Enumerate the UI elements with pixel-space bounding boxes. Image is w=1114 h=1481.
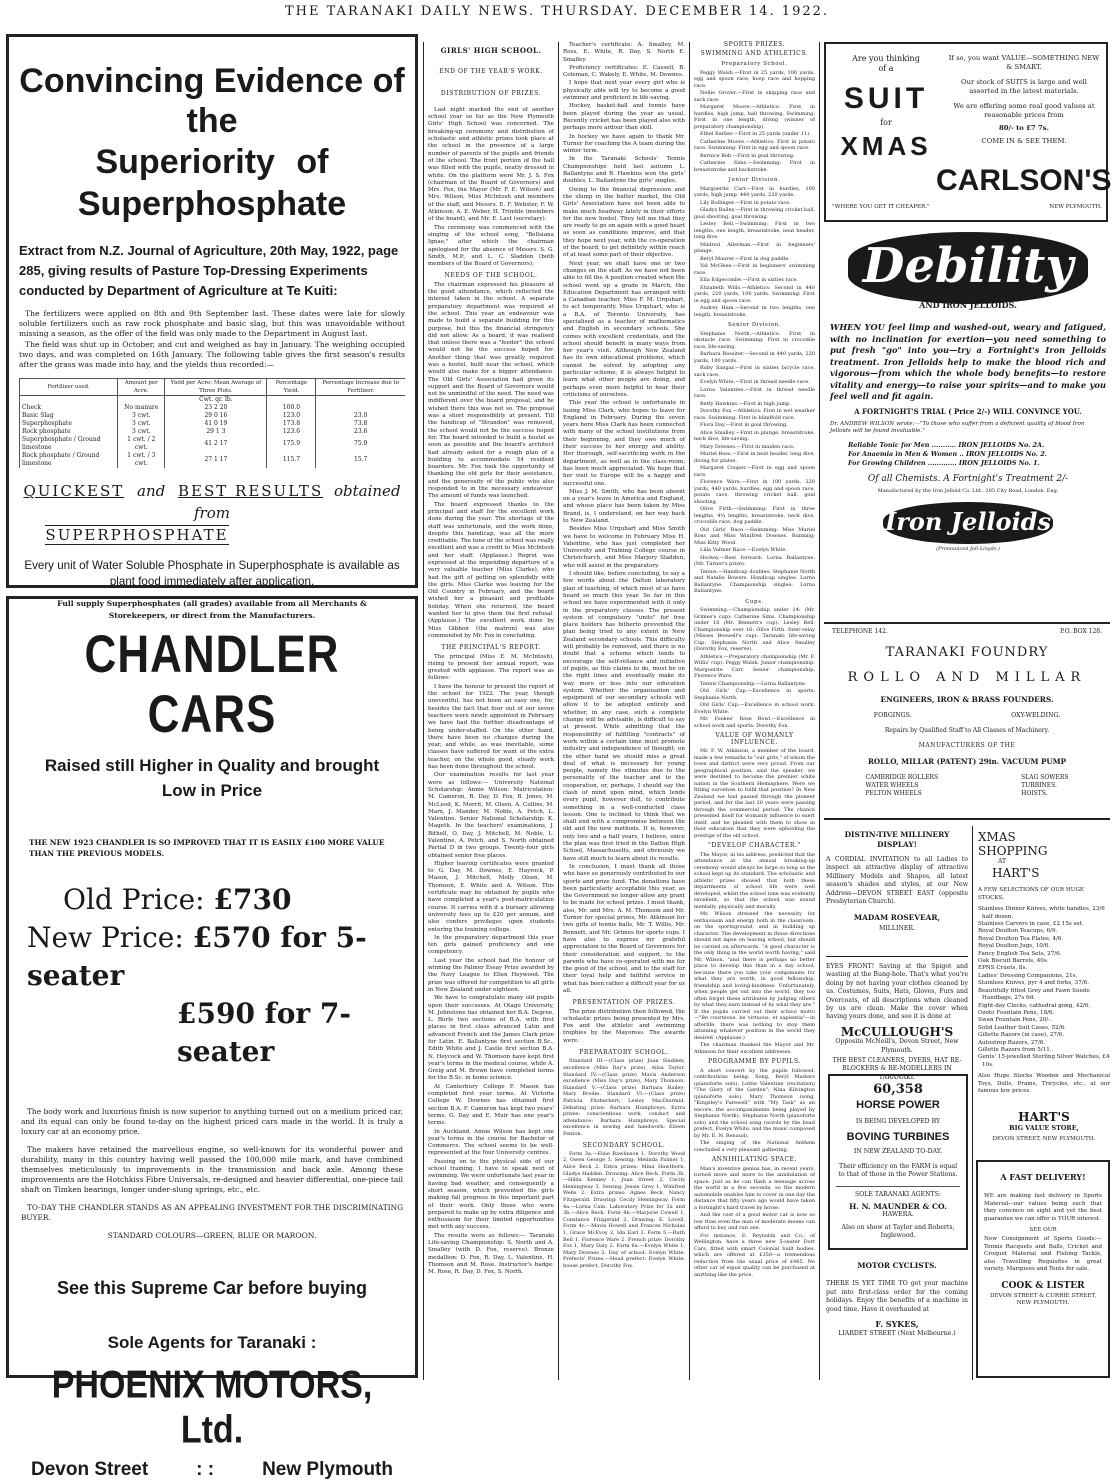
- new-price-label: New Price:: [27, 921, 184, 954]
- water-soluble-line: Every unit of Water Soluble Phosphate in Superphosphate is available as plant food immediately after application.: [24, 559, 400, 588]
- table-cell: 41 0 19: [165, 420, 267, 428]
- turbine-hawera: HAWERA.: [882, 1211, 914, 1219]
- article-paragraph: Elizabeth Wills.—Athletics: Second in 440 yards, 220 yards, 100 yards. Swimming: First in egg and spoon race.: [694, 284, 815, 304]
- carlsons-town: NEW PLYMOUTH.: [1049, 204, 1102, 210]
- debility-manufactured: Manufactured by the Iron Jelloid Co. Ltd., 205 City Road, London. Eng.: [877, 487, 1059, 494]
- cook-consignment: New Consignment of Sports Goods:—Tennis Racquets and Balls, Cricket and Croquet Material and Fishing Tackle, also Travelling Requisites in great variety. Marquees and Tents for sale.: [984, 1236, 1102, 1273]
- article-paragraph: Ella Edgecombe.—First in sixties race.: [700, 277, 799, 283]
- iron-jelloids-ad: [830, 228, 1106, 616]
- article-paragraph: Passing on to the physical side of our school training, I have to speak next of swimming. We were unfortunate last year in having bad weather, and consequently a short season, which prevented the girls making fall progress in this important part of their work. Only those who were prepared to make up by extra diligence and enthusiasm for their limited opportunities met with any success.: [428, 1158, 554, 1231]
- mcculloughs-address: Opposite McNeill's, Devon Street, New Plymouth.: [835, 1038, 959, 1054]
- article-paragraph: In Auckland, Annie Wilson has kept one year's terms in the course for Bachelor of Commerce. The school seems to be well-represented at the four University centres.: [428, 1128, 554, 1157]
- article-paragraph: The chairman expressed his pleasure at the good attendance, which reflected the interest taken in the school. A separate preparatory department was required at the school. This year an endeavour was made to build a separate building for this purpose, but this the financial stringency did not allow. As a board, it was realised that unless there was a "feeder" the school would not be the success hoped for. Another thing that was greatly required was a hostel, built near the school, which would also make for a bigger attendance. The Old Girls' Association had given its support and the Board of Governors would not be unmindful of the need. The need was indifferent over the board proposal, and he wished there this was not so. The proposal was a short responsibility at present. Till the handicap of "Strandon" was removed, the school would not be the success hoped for. The board intended to build a hostel as soon as possible and the board's architect had already asked for a rough plan of a building to accommodate 54 resident boarders. Mr. Fox took the opportunity of thanking the old girls for their assistance, and the generosity of the public who also responded to in the necessary endeavour. The amount of funds was launched.: [428, 281, 554, 500]
- sole-agents: Sole Agents for Taranaki :: [107, 1333, 317, 1352]
- are-you-thinking: Are you thinking of a: [852, 54, 920, 73]
- harts-item: Royal Doulton Teacups, 6/9.: [978, 928, 1058, 935]
- mcculloughs-ad: [826, 956, 968, 1081]
- harts-item: Eight-day Clocks, cathedral gong, 42/6.: [978, 1002, 1091, 1009]
- table-cell: 23.6: [316, 428, 405, 436]
- article-paragraph: Next year, we shall have one or two changes on the staff. As we have not been able to fill the A position created when the school went up a grade in March, the Education Department has arranged with a Canadian teacher, Miss F. M. Urquhart, to act temporarily. Miss Urquhart, who is a B.A. of Toronto University, has specialised as a teacher of mathematics and English in secondary schools. She comes with excellent credentials, and the school should benefit in many ways from her year's visit. Although New Zealand has its own educational problems, which cannot be solved by adopting any particular scheme, it is always helpful to learn what other people are doing, and perhaps even more helpful to hear their criticisms of ourselves.: [563, 260, 685, 398]
- table-unit-cell: [316, 396, 405, 405]
- millinery-body: A CORDIAL INVITATION to all Ladies to inspect an attractive display of attractive Millinery Models and Shapes, all latest season's shades and styles, at our New Address—DEVON STREET EAST (opposite Presbyterian Church).: [826, 856, 968, 906]
- foundry-product: HOISTS.: [1021, 790, 1048, 797]
- table-cell: 115.7: [267, 452, 316, 468]
- article-paragraph: I should like, before concluding, to say a few words about the Dalton laboratory plan of teaching, of which most of us have heard so much this year. So far in this school we have experimented with it only in the preparatory classes. The present system of compulsory "units" for free place holders has hitherto prevented the plan being tried to any extent in New Zealand secondary schools. This difficulty will probably be removed, and there is no doubt that a scheme which tends to encourage the self-reliance and initiative of pupils, as this claims to do, must be on the right lines and eventually make its way more or less into our education system. Whether the organisation and equipment of our secondary schools will allow it to be adopted entirely and whether, in any case, such a complete change will be advisable, is difficult to say at present. While admitting that the responsibility of fulfilling "contracts" of work within a certain time must promote industry and independence of thought, on the other hand we should miss a great deal of what is necessary for young people, namely the stimulus due to the personality of the teacher and to the cooperation, or, perhaps, I should say the clash of mind upon mind, which lends every pupil, however dull, to contribute something in a well-conducted class lesson. One is inclined to think that we shall end with a compromise between the old and the new methods. It is, however, only two and a half years, I believe, since the plan was first tried in the Dalton High School, Massachusetts, and obviously we have still much to learn about its results.: [563, 571, 685, 862]
- article-paragraph: Dorothy Fox.—Athletics: First in wet weather race. Swimming: First in blindfold race.: [694, 408, 815, 421]
- superphosphate-title-line2: Superiority of Superphosphate: [77, 143, 347, 223]
- table-cell: 73.8: [316, 420, 405, 428]
- table-cell: [316, 404, 405, 412]
- article-paragraph: Lesley Bell.—Swimming: First in two lengths, one length, breaststroke, neat header, long dive.: [694, 221, 815, 240]
- article-paragraph: Teacher's certificate: A. Smalley, M. Ross, E. White, R. Day, S. North E. Smalley.: [563, 42, 685, 63]
- iron-jelloids-brand: Iron Jelloids: [885, 506, 1051, 536]
- harts-item: Autostrop Razors, 27/6.: [978, 1039, 1046, 1046]
- article-heading: GIRLS' HIGH SCHOOL.: [440, 46, 542, 55]
- article-subheading: SPORTS PRIZES.: [723, 41, 786, 48]
- tonic-women: For Anaemia in Men & Women .. IRON JELLOIDS No. 2.: [848, 449, 1047, 458]
- article-paragraph: The results were as follows:— Taranaki Life-saving Championship: S. North and A. Smalley (with D. Fox, reserve). Bronze medallion: D. Fox, R. Day, L. Valentine, H. Thomson and M. Rose. Instructor's badge: M. Rose, R. Day, D. Fox, S. North.: [428, 1232, 554, 1276]
- table-cell: 41 2 17: [165, 436, 267, 452]
- harts-big-value: BIG VALUE STORE,: [1009, 1124, 1079, 1132]
- foundry-manufacturers: MANUFACTURERS OF THE: [918, 742, 1016, 749]
- table-cell: 100.0: [267, 404, 316, 412]
- article-paragraph: Hockey, basket-ball and tennis have been played during the year as usual. Recently cricket has been played also with perhaps more ardour than skill.: [563, 103, 685, 132]
- devon-street: Devon Street: [31, 1459, 149, 1480]
- article-paragraph: In the Taranaki Schools' Tennis Championships held last autumn L. Ballantyne and B. Hawkins won the girls' doubles, L. Ballantyne the girls' singles.: [563, 156, 685, 185]
- table-header-cell: Percentage Yield.: [267, 379, 316, 396]
- foundry-firm: ROLLO AND MILLAR: [847, 670, 1087, 685]
- table-cell: 29 1 3: [165, 428, 267, 436]
- article-paragraph: Old Girls' Cup.—Excellence in sports: Stephanie North.: [694, 688, 815, 701]
- article-paragraph: We have to congratulate many old pupils upon their successes. At Otago University, M. Johnstone has obtained her B.A. Degree, L. Burle two sections of B.A. with first places in first class advanced Latin and advanced French and the James Clark prize for Latin. E. Ballantyne first section B.Sc., Edith White and J. Castle first section B.A. N. Heycock and W. Thomson have kept first year's terms in the medical course, while A. Greig and M. Brown have completed terms for the B.Sc. in home science.: [428, 995, 554, 1082]
- article-paragraph: Standard III.—(Class prize) Joan Sladden; excellence (Miss Day's prize), Ailsa Taylor. Standard IV.—(Class prize) Mavis Anderson excellence (Miss Day's prize), Mary Thomson. Standard V.—(Class prize) Barbara Bailey; Mary Brodie. Standard VI.—(Class prize) Patricia Fitzherbert; Lesley MacDiarmid. Debating prize: Barbara Humphreys. Extra prizes: conscientious work, conduct and attendance: Barbara Humphreys. Special excellence in sewing and handwork: Eileen Fenton.: [563, 1058, 685, 1137]
- article-paragraph: The board expressed thanks to the principal and staff for the excellent work done during the year. The shortage of the staff was unfortunate, and the work done, despite this handicap, was all the more creditable. The tone of the school was really excellent and was a credit to Miss McIntosh and her staff. (Applause.) Regret was expressed at the impending departure of a very valuable teacher (Miss Clarke), who had the gift of getting on splendidly with the girls. Miss Clarke was leaving for the Old Country in February, and the board wished her a pleasant and profitable holiday. When she returned, the board wanted her to give them the first refusal. (Applause.) The excellent work done by Miss Gibbon (the matron) was also commended by Mr. Fox in concluding.: [428, 501, 554, 639]
- table-cell: 23 2 20: [165, 404, 267, 412]
- table-row: [20, 412, 406, 420]
- harts-item: Beautifully fitted Grey and Fawn Suede Handbags, 27s 6d.: [978, 987, 1090, 1002]
- old-price: £730: [213, 883, 292, 916]
- foundry-oxy: OXY-WELDING.: [1011, 712, 1061, 719]
- article-paragraph: Muriel Ross.—First in neat header, long dive, diving for plates.: [694, 451, 815, 464]
- chandler-colours: STANDARD COLOURS—GREEN, BLUE OR MAROON.: [107, 1231, 317, 1240]
- debility-quote: Dr. ANDREW WILSON wrote:—"To those who suffer from a deficient quality of blood Iron Jelloids will be found invaluable.": [830, 420, 1085, 434]
- harts-item: Gents' 15-jewelled Sterling Silver Watches, £4 10s.: [978, 1054, 1110, 1068]
- table-header-cell: Amount per Acre.: [118, 379, 165, 396]
- millinery-role: MILLINER.: [879, 924, 915, 932]
- article-paragraph: Proficiency certificates: E. Cassell, B. Coleman, C. Wakely, E. White, M. Downes.: [563, 64, 685, 79]
- superphosphate-para2: The field was shut up in October, and cut and weighed as hay in January. The weighing occupied two days, and was completed on 16th January. The following table gives the first season's results after the grass was made into hay, and the yields thus recorded:—: [19, 340, 405, 369]
- harts-xmas: XMAS: [978, 830, 1016, 844]
- harts-footer: [978, 1110, 1110, 1154]
- new-price-5-seater: £570 for 5-seater: [27, 921, 367, 992]
- article-subheading: Senior Division.: [728, 322, 781, 328]
- harts-item: Swan Fountain Pens, 20/-.: [978, 1017, 1052, 1024]
- article-paragraph: Besides Miss Urquhart and Miss Smith we have to welcome in February Miss H. Valentine, who has just completed her University and Training College course in Christchurch, and Miss Marjory Sladden, who will assist in the preparatory.: [563, 526, 685, 569]
- turbine-hp-label: HORSE POWER: [856, 1099, 940, 1111]
- article-paragraph: Beryl Maurer.—First in dog paddle.: [700, 255, 790, 262]
- table-cell: Basic Slag: [20, 412, 118, 420]
- debility-para: WHEN YOU feel limp and washed-out, weary and fatigued, with no inclination for exertion—you need something to put fresh "go" into you—try a Fortnight's Iron Jelloids treatment. Iron Jelloids help to make the blood rich and vigorous—from which the whole body benefits—to restore vitality and energy—to raise your spirits—and to make you feel well and fit again.: [830, 322, 1106, 401]
- cook-name: COOK & LISTER: [1001, 1281, 1085, 1292]
- harts-item: Fancy English Tea Sets, 27/6.: [978, 950, 1062, 957]
- superphosphate-title-line1: Convincing Evidence of the: [19, 62, 405, 140]
- article-paragraph: Margaret Cooper.—First in egg and spoon race.: [694, 465, 815, 478]
- article-subheading: ANNIHILATING SPACE.: [711, 1156, 798, 1163]
- table-cell: 15.7: [316, 452, 405, 468]
- article-paragraph: Mr. Wilson stressed the necessity for enthusiasm and energy both in the classroom, on the sportsground, and in building up character. The development in those directions should not lapse on leaving school, but should be carried on afterwards. "A good character is the only thing in the world worth having," said Mr. Wilson, "and there is perhaps no better place to develop this than in a day school, because there you take your companions for what they are worth, in good fellowship, friendship and loving-kindness. Unfortunately, when people get out into the world, they too often forget these attributes by judging others by what they earn instead of by what they are." If the pupils carried out their school motto—"Be courteous, be virtuous, et sapientia"—in afterlife, there was nothing to stop them attaining whatever position in the world they desired. (Applause.): [694, 911, 815, 1041]
- foundry-product: CAMBRIDGE ROLLERS: [865, 774, 939, 781]
- article-paragraph: Marguerite Carr.—First in hurdles, 100 yards, high jump, 440 yards, 220 yards.: [694, 185, 815, 198]
- article-paragraph: Barbara Rossiter.—Second in 440 yards, 220 yards, 100 yards.: [694, 351, 815, 364]
- cook-see-our: SEE OUR: [1029, 1227, 1057, 1234]
- article-subheading: THE PRINCIPAL'S REPORT.: [441, 644, 541, 652]
- stock-text: Our stock of SUITS is large and well assorted in the latest materials.: [961, 78, 1087, 95]
- article-paragraph: Hockey.—Best forward: Lorna Ballantyne. (Mr. Turner's prize).: [694, 554, 815, 567]
- foundry-product: WATER WHEELS: [865, 782, 919, 789]
- motor-address: LIARDET STREET (Next Melbourne.): [838, 1330, 956, 1338]
- turbine-agents: SOLE TARANAKI AGENTS:: [836, 1186, 960, 1199]
- article-paragraph: The ceremony was commenced with the singing of the school song, "Bellsiana Ignae," after which the chairman apologised for the absence of Messrs. S. G. Smith, M.P., and L. C. Sladden (both members of the Board of Governors).: [428, 224, 554, 268]
- slogan-quickest: QUICKEST: [23, 482, 125, 500]
- column-rule: [558, 42, 559, 1380]
- harts-item: Royal Doulton Tea Plates, 4/6.: [978, 935, 1064, 942]
- offering-text: We are offering some real good values at reasonable prices from: [953, 102, 1095, 119]
- harts-address: DEVON STREET, NEW PLYMOUTH.: [992, 1136, 1096, 1142]
- chandler-notice: THE NEW 1923 CHANDLER IS SO IMPROVED THAT IT IS EASILY £100 MORE VALUE THAN THE PREVIOUS MODELS.: [29, 838, 385, 858]
- article-subheading: DISTRIBUTION OF PRIZES.: [440, 89, 542, 97]
- article-paragraph: The Mayor, in his address, predicted that the attendance at the annual breaking-up ceremony would always be large so long as the school kept up its standard. The scholastic and athletic prizes showed that both these departments of school life were well developed, whilst the school tone was evidently excellent, so that the school was sound mentally, physically and morally.: [694, 851, 815, 910]
- harts-item: Ozoto Fountain Pens, 18/6.: [978, 1009, 1055, 1016]
- debility-banner: [848, 232, 1088, 304]
- turbine-efficiency: Their efficiency on the FARM is equal to that of those in the Power Stations.: [838, 1162, 958, 1179]
- come-in-text: COME IN & SEE THEM.: [981, 137, 1067, 145]
- article-subheading: "DEVELOP CHARACTER.": [708, 842, 801, 849]
- table-cell: 173.8: [267, 420, 316, 428]
- article-paragraph: Lilla Valtner Race.—Evelyn White.: [700, 547, 787, 553]
- chandler-para1: The body work and luxurious finish is now superior to anything turned out on a medium priced car, and its equal can only be found to-day on the highest priced cars made in the world. It is truly a luxury car at an economy price.: [21, 1107, 403, 1136]
- article-paragraph: Mr. F. W. Atkinson, a member of the board, made a few remarks to "our girls," of whom the town and district were very proud. From our geographical position, said the speaker, we were destined to become the premier white nation in the Southern Hemisphere. Were we fitting ourselves to fulfil that position? In New Zealand we had passed through the pioneer period, and for the last 20 years were passing through the commercial period. The chance presented itself for womanly influence to exert itself, and he pleaded with them to show in their education that they were upholding the prestige of the old school.: [694, 748, 815, 839]
- column-rule: [689, 42, 690, 1380]
- motor-body: THERE IS YET TIME TO get your machine put into first-class order for the coming holidays. Enjoy the benefits of a machine in good time. Have it overhauled at: [826, 1280, 968, 1313]
- article-paragraph: The chairman thanked the Mayor and Mr. Atkinson for their excellent addresses.: [694, 1042, 815, 1055]
- article-paragraph: Last night marked the end of another school year so far as the New Plymouth Girls' High School was concerned. The breaking-up ceremony and distribution of scholastic and athletic prizes took place at the school in the presence of a large number of parents of the pupils and friends of the school. The front portion of the hall was filled with the pupils, neatly dressed in white. On the platform were Mr. J. S. Fox (chairman of the Board of Governors) and Mrs. Fox, the Mayor (Mr. F. E. Wilson) and Mrs. Wilson, Miss McIntosh and members of the staff, and Messrs. E. F. Webster, F. W. Atkinson, A. E. Weber, H. Trimble (members of the board), and Mr. E. Last (secretary).: [428, 106, 554, 223]
- table-unit-cell: [118, 396, 165, 405]
- new-price-7-seater: £590 for 7-seater: [177, 997, 352, 1068]
- article-paragraph: Val McGhee.—First in beginners' swimming race.: [694, 263, 815, 276]
- table-cell: Rock phosphate: [20, 428, 118, 436]
- table-cell: 1 cwt. / 2 cwt.: [118, 436, 165, 452]
- table-row: [20, 404, 406, 412]
- article-paragraph: Man's inventive genius has, in recent years, turned more and more to the annihilation of space. Just as he can flash a message across the world in a few seconds, so the modern automobile enables him to cover in one day the distance that fifty years ago would have taken a fortnight's hard travel by horse.: [694, 1165, 815, 1211]
- article-paragraph: Tennis.—Handicap doubles: Stephanie North and Natalie Bowers. Handicap singles: Lorna Ballantyne. Championship singles: Lorna Ballantyne.: [694, 568, 815, 594]
- millinery-name: MADAM ROSEVEAR,: [853, 913, 941, 923]
- article-paragraph: Ethel Barber.—First in 25 yards (under 11).: [700, 131, 811, 137]
- table-row: [20, 420, 406, 428]
- foundry-pobox: P.O. BOX 128.: [1060, 628, 1102, 635]
- turbine-name: BOVING TURBINES: [846, 1131, 950, 1144]
- phoenix-motors: PHOENIX MOTORS, Ltd.: [51, 1363, 373, 1452]
- article-column-2: [563, 42, 685, 1380]
- article-column-1: [428, 42, 554, 1380]
- motor-cyclists-ad: [826, 1262, 968, 1380]
- article-paragraph: Lorna Valentine.—First in thread needle race.: [694, 386, 815, 399]
- article-subheading: VALUE OF WOMANLY INFLUENCE.: [715, 732, 794, 746]
- article-paragraph: Alice Smalley.—First in plunge, breaststroke, neck dive, life-saving.: [694, 429, 815, 442]
- millinery-ad: [826, 830, 968, 950]
- article-paragraph: Last year the school had the honour of winning the Palmer Essay Prize awarded by the Navy League to Ellen Heywood. The prize was offered for competition to all girls in New Zealand under eighteen.: [428, 957, 554, 993]
- article-paragraph: Florence Ware.—First in 100 yards, 220 yards, 440 yards, hurdles, egg and spoon race, potato race, throwing cricket ball, goal shooting.: [694, 479, 815, 505]
- debility-trial: A FORTNIGHT'S TRIAL ( Price 2/-) WILL CONVINCE YOU.: [854, 406, 1082, 416]
- cook-address: DEVON STREET & CURRIE STREET, NEW PLYMOUTH.: [989, 1292, 1097, 1307]
- old-price-label: Old Price:: [63, 883, 205, 916]
- turbine-also: Also on show at Taylor and Roberts, Inglewood.: [841, 1223, 955, 1240]
- iron-jelloids-banner: [883, 502, 1053, 544]
- debility-chemists: Of all Chemists. A Fortnight's Treatment 2/-: [867, 473, 1069, 484]
- table-header-cell: Percentage Increase due to Fertilizer.: [316, 379, 405, 396]
- boving-turbines-ad: [828, 1074, 968, 1250]
- tonic-men: Reliable Tonic for Men ........... IRON JELLOIDS No. 2A.: [848, 440, 1045, 449]
- column-rule: [972, 826, 973, 1380]
- table-cell: 3 cwt.: [118, 428, 165, 436]
- foundry-name: TARANAKI FOUNDRY: [885, 645, 1049, 660]
- article-subheading: Cups.: [745, 598, 764, 605]
- article-paragraph: Olive Firth.—Swimming: First in three lengths, 4¼ lengths, breaststroke, neck dive, crocodile race, dog paddle.: [694, 506, 815, 525]
- superphosphate-extract: Extract from N.Z. Journal of Agriculture, 20th May, 1922, page 285, giving results of Pasture Top-Dressing Experiments conducted by Department of Agriculture at Te Kuiti:: [19, 243, 399, 298]
- foundry-telephone: TELEPHONE 142.: [832, 628, 888, 635]
- table-cell: No manure: [118, 404, 165, 412]
- slogan-and: and: [137, 482, 166, 500]
- chandler-ad: [6, 596, 418, 1480]
- article-paragraph: Betty Hawkins.—First in high jump.: [700, 400, 791, 407]
- harts-item: Ladies' Dressing Companions, 21s.: [978, 972, 1078, 979]
- article-paragraph: Mary Downes.—First in maiden race.: [700, 443, 795, 450]
- suit-price: 80/- to £7 7s.: [999, 124, 1049, 132]
- article-subheading: Preparatory School.: [721, 61, 788, 67]
- slogan-best-results: BEST RESULTS: [178, 482, 324, 500]
- xmas-word: XMAS: [840, 131, 932, 161]
- article-paragraph: Nellie Grover.—First in skipping race and sack race.: [694, 90, 815, 103]
- article-paragraph: Tennis Championship.—Lorna Ballantyne.: [700, 680, 807, 687]
- article-paragraph: Catherine Sims.—Swimming: First in breaststroke and backstroke.: [694, 160, 815, 173]
- article-subheading: NEEDS OF THE SCHOOL.: [444, 272, 538, 280]
- table-cell: 3 cwt.: [118, 412, 165, 420]
- harts-ad: [978, 830, 1110, 1108]
- debility-subtitle: AND IRON JELLOIDS.: [919, 300, 1017, 310]
- table-cell: 27 1 17: [165, 452, 267, 468]
- article-paragraph: The prize distribution then followed, the scholastic prizes being presented by Mrs. Fox and the athletic and swimming trophies by the Mayoress. The awards were:: [563, 1008, 685, 1044]
- jelloids-pronounced: (Pronounced Jell-Lloyds.): [936, 545, 1000, 552]
- article-paragraph: A short concert by the pupils followed, contributions being: Song, Beryl Masters (pianoforte solo), Lottie Valentine (recitation) "The Glory of the Garden"; Nina Kilvington (pianoforte solo), Mary Thomson (song, "Kingsley's Farewell" with "My Task" as an encore, the accompaniments being played by Stephanie North); Stephanie North (pianoforte solo) and the school song (words by the head prefect, Evelyn White, and the music composed by Mr. E. N. Renaud).: [694, 1067, 815, 1139]
- article-paragraph: Mildred Allerman.—First in beginners' plunge.: [694, 241, 815, 254]
- table-cell: 1 cwt. / 3 cwt.: [118, 452, 165, 468]
- motor-title: MOTOR CYCLISTS.: [857, 1261, 937, 1270]
- article-paragraph: For instance, E. Reynolds and Co., of Wellington, have a three new 5-seater Dort Cars, fitted with smart Colonial built bodies, which are offered at £350—a tremendous reduction from the usual price of £465. No other car of equal quality can be purchased at anything like the price.: [694, 1232, 815, 1278]
- article-paragraph: Flora Day.—First in goal throwing.: [700, 422, 788, 428]
- article-paragraph: I have the honour to present the report of the school for 1922. The year, though uneventful, has not been an easy one, for, besides the fact that four out of our seven teachers were newly appointed in February we have had the further disadvantage of being under-staffed. On the other hand, there have been no changes during the year, and while, as was inevitable, some classes have suffered for want of the extra teacher, on the whole good, steady work has been done throughout the school.: [428, 683, 554, 771]
- foundry-repairs: Repairs by Qualified Staff to All Classes of Machinery.: [884, 727, 1050, 734]
- article-paragraph: Margaret Moore.—Athletics: First in hurdles, high jump, ball throwing. Swimming: First in one length, diving (winner of preparatory championship).: [694, 104, 815, 130]
- table-cell: 123.0: [267, 412, 316, 420]
- table-cell: Rock phosphate / Ground limestone: [20, 452, 118, 468]
- table-cell: 123.6: [267, 428, 316, 436]
- article-subheading: PROGRAMME BY PUPILS.: [707, 1058, 802, 1065]
- article-paragraph: The singing of the National Anthem concluded a very pleasant gathering.: [694, 1140, 815, 1153]
- supply-line: Full supply Superphosphates (all grades) available from all Merchants & Storekeepers, or direct from the Manufacturers.: [57, 599, 367, 620]
- cook-title: A FAST DELIVERY!: [1000, 1172, 1086, 1182]
- turbine-horsepower: 60,358: [873, 1082, 923, 1097]
- chandler-title: CHANDLER CARS: [84, 625, 340, 744]
- table-cell: Check: [20, 404, 118, 412]
- harts-item-list: [978, 906, 1110, 1069]
- address-colons: : :: [196, 1459, 215, 1480]
- table-cell: 75.9: [316, 436, 405, 452]
- suit-for: for: [880, 118, 892, 127]
- article-paragraph: Swimming.—Championship under 14: (Mr. Grimes's cup): Catherine Sims. Championship under 16 (Mr. Bennett's cup): Lesley Bell. Championship over 16: Olive Firth. Inter-relay (Misses Boswell's cup): Taranaki life-saving Cup: Stephanie North and Alice Smalley (Dorothy Fox, reserve).: [694, 607, 815, 652]
- article-subheading: Junior Division.: [728, 177, 781, 183]
- slogan-superphosphate: SUPERPHOSPHATE: [45, 526, 229, 544]
- harts-item: Stainless Carvers in case, £2 15s set.: [978, 921, 1084, 928]
- harts-item: Gillette Razors (in case), 27/6.: [978, 1032, 1065, 1039]
- foundry-pump: ROLLO, MILLAR (PATENT) 29in. VACUUM PUMP: [867, 757, 1067, 766]
- harts-name-2: HART'S: [1018, 1110, 1070, 1124]
- if-so-text: If so, you want VALUE—SOMETHING NEW & SMART.: [948, 54, 1100, 71]
- article-paragraph: Gladys Bailey.—First in throwing cricket ball, goal shooting, goal throwing.: [694, 207, 816, 220]
- article-paragraph: In the preparatory department this year ten girls gained proficiency and one competency.: [428, 934, 554, 956]
- article-paragraph: Owing to the financial depression and the slump in the butter market, the Old Girls' Association have not been able to make much headway lately in their efforts for the new hostel. They tell me that they are ready to go on again with a good heart as soon as conditions improve, and that they hope next year, with the co-operation of the board, to get definitely within reach of at least some part of their objective.: [563, 186, 685, 259]
- cook-lister-ad: [976, 1160, 1110, 1378]
- turbine-nz: IN NEW ZEALAND TO-DAY.: [853, 1148, 943, 1156]
- article-paragraph: In conclusion, I must thank all those who have so generously contributed to our sports and prize fund. The donations have been particularly acceptable this year, as the Government no longer allow any grant to be made for school prizes. I must thank, also, Mr. and Mrs. A. M. Thomson and Mr. Turner for special prizes, Mr. Atkinson for two gifts of tennis balls, Mr. T. Willis, Mr. Bennett, and Mr. Grimes for sports cups. I have also to express my grateful appreciation to the Board of Governors for their consideration and support, to the parents who have co-operated with me for the good of the school, and to the staff for their loyal help and faithful service in what has been rather a difficult year for us all.: [563, 863, 685, 994]
- harts-intro: A FEW SELECTIONS OF OUR HUGE STOCKS.: [978, 887, 1085, 901]
- table-cell: 3 cwt.: [118, 420, 165, 428]
- article-paragraph: The principal (Miss E. M. McIntosh), rising to present her annual report, was greeted with applause. The report was as follows:: [428, 653, 554, 682]
- table-header-cell: Yield per Acre: Mean Average of Three Plots.: [165, 379, 267, 396]
- article-paragraph: Ruby Sangar.—First in sixties bicycle race, sack race.: [694, 365, 815, 378]
- article-paragraph: At Canterbury College F. Mason has completed first year terms. At Victoria College W. Downes has obtained first section B.A. F. Cameron has kept two years' terms, G. Day and E. Muir has one year's terms.: [428, 1083, 554, 1127]
- foundry-list-right: [1021, 774, 1068, 798]
- foundry-product: PELTON WHEELS: [865, 790, 922, 797]
- harts-at: AT: [998, 858, 1007, 865]
- article-subheading: PREPARATORY SCHOOL.: [579, 1049, 669, 1057]
- harts-name: HART'S: [992, 866, 1040, 881]
- article-paragraph: Old Girls' Cup.—Excellence in school work: Evelyn White.: [694, 702, 815, 715]
- article-subheading: SECONDARY SCHOOL.: [582, 1141, 666, 1149]
- table-cell: 29 0 16: [165, 412, 267, 420]
- superphosphate-ad: [6, 34, 418, 620]
- slogan-obtained: obtained from: [194, 482, 401, 522]
- debility-title: Debility: [862, 238, 1074, 294]
- carlsons-tagline: "WHERE YOU GET IT CHEAPER.": [832, 204, 930, 210]
- table-cell: 175.9: [267, 436, 316, 452]
- masthead: THE TARANAKI DAILY NEWS. THURSDAY. DECEMBER 14. 1922.: [284, 4, 830, 19]
- article-paragraph: Stephanie North.—Athletics: First in obstacle race. Swimming: First in crocodile race, life-saving.: [694, 330, 815, 350]
- column-rule: [819, 42, 820, 1380]
- article-paragraph: Form 3a.—Elsie Rawlinson 1, Dorothy Wood 2, Gwen George 3. Sewing: Melinda Palmer 1, Alice Beck 2. Extra prizes: Mina Hawthorn, Gladys Hadden. Drawing: Alice Beck. Form 3b.—Hilda Kenney 1, Joan Street 2, Cecily Hemingway 3. Sewing: Jessie Grey 1, Winifred Wells 2. Extra prizes: Agnes Beck, Nancy Fitzgerald. Drawing: Cecily Hemingway. Form 4a.—Lorna Cain. Laboratory Prize for 3a and 3b.—Alice Beck. Form 4b.—Marjorie Cowell 1, Constance Fitzgerald 2. Drawing: E. Lovell. Form 4c.—Mavis Howell and Frances Nicholas 1, Grace McEvoy 2, Ida Earl 3. Form 5.—Ruth Bell 1, Florence Ware 2. French prize: Dorothy Fox 1, Mary Daly 2. Form 6a.—Evelyn White 1, Mary Downes 2. Day of school: Evelyn White. Prefects' Prizes.—Head prefect: Evelyn White; house prefect, Dorothy Fox.: [563, 1150, 685, 1269]
- foundry-product: TURBINES.: [1021, 782, 1057, 789]
- superphosphate-para1: The fertilizers were applied on 8th and 9th September last. These dates were late for slowly soluble fertilizers such as raw rock phosphate and basic slag, but this was unavoidable without missing a season, as the offer of the field was only made to the Department in August last.: [19, 309, 405, 338]
- foundry-forgings: FORGINGS.: [873, 712, 912, 719]
- article-paragraph: Audrey Ham.—Second in two lengths, one length, breaststroke.: [694, 305, 815, 318]
- article-subheading: PRESENTATION OF PRIZES.: [572, 999, 676, 1007]
- cook-body: WE are making fast delivery in Sports Material—our values being such that they convince on sight and yet the best guarantee we can offer is YOUR interest.: [984, 1193, 1102, 1222]
- tonic-children: For Growing Children ............. IRON JELLOIDS No. 1.: [848, 458, 1040, 467]
- article-paragraph: In hockey we have again to thank Mr. Turner for coaching the A team during the winter term.: [563, 133, 685, 155]
- article-paragraph: Athletics.—Preparatory championship (Mr. F. Willis' cup): Peggy Walsh. Junior championship: Marguerite Carr. Senior championship: Florence Ware.: [694, 653, 815, 679]
- article-paragraph: This year the school is unfortunate in losing Miss Clark, who hopes to leave for England in February. During the seven years here Miss Clark has been connected with many of the school institutions from their beginning, and they owe much of their success to her energy and ability. Her thorough, self-sacrificing work in the department, as well as in the class-room, has been much appreciated. We hope that her visit to Europe will be a happy and successful one.: [563, 400, 685, 487]
- motor-name: F. SYKES,: [875, 1319, 919, 1330]
- table-unit-cell: [20, 396, 118, 405]
- table-unit-cell: Cwt. qr. lb.: [165, 396, 267, 405]
- table-row: [20, 436, 406, 452]
- millinery-title: DISTIN-TIVE MILLINERY DISPLAY!: [844, 830, 950, 849]
- see-this-car: See this Supreme Car before buying: [56, 1278, 368, 1298]
- chandler-para2: The makers have retained the marvellous engine, so well-known for its wonderful power and durability, many in this country having well passed the 100,000 mile mark, and have combined themselves meticulously to improvements in the transmission and back axle. Among these improvements are the Hotchkiss Fibre Universals, re-designed and heavier differential, one-piece tail shaft on Timken bearings, longer under-slung springs, etc., etc.: [21, 1145, 403, 1194]
- column-rule: [423, 42, 424, 1380]
- article-paragraph: Our examination results for last year were as follows:— University National Scholarship: Annie Wilson. Matriculation: M. Cameron, R. Day, D. Fox, B. Jones, M. McLeod, K. Morrit, M. Olsen, A. Collins, M. Marx, J. Mander, M. Noble, A. Petch, L. Valentine. Senior National Scholarship: K. Mageth. In the teachers' examinations, J. Bithell, O. Day, J. Mitchell, M. Noble, L. Valentine, A. Petch, and S. North obtained Partial D in two groups. Twenty-four girls obtained senior free places.: [428, 772, 554, 859]
- harts-item: Oak Biscuit Barrels, 40s.: [978, 958, 1049, 965]
- foundry-engineers: ENGINEERS, IRON & BRASS FOUNDERS.: [880, 695, 1054, 704]
- mcculloughs-body: EYES FRONT! Saving at the Spigot and wasting at the Bung-hole. That's what you're doing by not having your clothes cleaned by us. Costumes, Suits, Hats, Gloves, Furs and Overcoats, of all descriptions when cleaned by us are clean. Make the cover when having yours done, and see it is done at: [826, 963, 968, 1021]
- mcculloughs-tagline: THE BEST CLEANERS, DYERS, HAT RE-BLOCKERS & RE-MODELLERS IN TARANAKI.: [832, 1057, 962, 1081]
- table-unit-cell: [267, 396, 316, 405]
- table-cell: Superphosphate / Ground limestone: [20, 436, 118, 452]
- harts-also: Also Huge Stocks Wooden and Mechanical Toys, Dolls, Prams, Tricycles, etc., at our famous low prices.: [978, 1073, 1110, 1094]
- harts-item: Royal Doulton Jugs, 10/6.: [978, 943, 1051, 950]
- article-paragraph: Catherine Moore.—Athletics: First in potato race. Swimming: First in egg and spoon race.: [694, 138, 815, 151]
- turbine-developed: IS BEING DEVELOPED BY: [855, 1118, 941, 1125]
- harts-shopping: SHOPPING: [978, 844, 1048, 858]
- harts-item: Stainless Knives, pyr 4 and forks, 37/6.: [978, 980, 1089, 987]
- foundry-ad: [824, 622, 1110, 820]
- article-paragraph: Evelyn White.—First in thread needle race.: [700, 379, 810, 385]
- article-paragraph: Miss J. M. Smith, who has been absent on a year's leave in America and England, and whose place has been taken by Miss Brand, is, I understand, on her way back to New Zealand.: [563, 488, 685, 524]
- table-cell: Superphosphate: [20, 420, 118, 428]
- mcculloughs-name: McCULLOUGH'S: [840, 1024, 954, 1039]
- table-cell: 23.0: [316, 412, 405, 420]
- harts-item: Solid Leather Suit Cases, 52/6.: [978, 1024, 1066, 1031]
- article-subheading: SWIMMING AND ATHLETICS.: [700, 49, 809, 57]
- harts-item: Stainless Dinner Knives, white handles, 23/6 half dozen.: [978, 906, 1105, 920]
- chandler-para3: TO-DAY THE CHANDLER STANDS AS AN APPEALING INVESTMENT FOR THE DISCRIMINATING BUYER.: [21, 1203, 403, 1222]
- fertilizer-table: [19, 378, 405, 468]
- foundry-list-left: [865, 774, 938, 798]
- table-row: [20, 452, 406, 468]
- article-paragraph: Peggy Walsh.—First in 25 yards, 100 yards, egg and spoon race, hoop race and hopping race.: [694, 69, 815, 89]
- carlsons-ad: [824, 42, 1112, 222]
- new-plymouth: New Plymouth: [262, 1459, 393, 1480]
- carlsons-name: CARLSON'S: [936, 164, 1112, 197]
- article-paragraph: And the cost of a good motor car is now so low than even the man of moderate means can afford to buy and run one.: [694, 1212, 815, 1231]
- turbine-maunder: H. N. MAUNDER & CO.: [849, 1202, 947, 1212]
- harts-item: EPNS Cruets, 8s.: [978, 965, 1028, 972]
- article-paragraph: I hope that next year every girl who is physically able will try to become a good swimmer and proficient in life-saving.: [563, 80, 685, 102]
- article-paragraph: Mr. Fookes' Rose Bowl.—Excellence in school work and sports: Dorothy Fox.: [694, 716, 815, 729]
- harts-item: Gillette Razors from 5/11.: [978, 1046, 1052, 1053]
- article-column-3: [694, 42, 815, 1380]
- table-row: [20, 428, 406, 436]
- foundry-product: SLAG SOWERS: [1021, 774, 1069, 781]
- chandler-subtitle: Raised still Higher in Quality and brought Low in Price: [44, 756, 380, 800]
- article-paragraph: Old Girls' Race.—Swimming: Miss Muriel Ross and Miss Winifred Downes. Running: Miss Kitty Wood.: [694, 526, 815, 546]
- table-header-cell: Fertilizer used.: [20, 379, 118, 396]
- article-paragraph: Higher leaving certificates were granted to G. Day, M. Downes, E. Hayrock, P. Mason, J. Mitchell, Molly Olsen, M. Thomson, E. White and A. Wilson. This certificate may be obtained by pupils who have completed a year's post-matriculation course. It carries with it a bursary allowing university fees up to £20 per annum, and also confers privileges upon students entering the training college.: [428, 860, 554, 933]
- article-subheading: END OF THE YEAR'S WORK.: [439, 68, 543, 76]
- article-paragraph: Lily Bollinger.—First in potato race.: [700, 199, 791, 206]
- suit-word: SUIT: [843, 82, 929, 115]
- article-paragraph: Bernice Bob.—First in goal throwing.: [700, 152, 795, 159]
